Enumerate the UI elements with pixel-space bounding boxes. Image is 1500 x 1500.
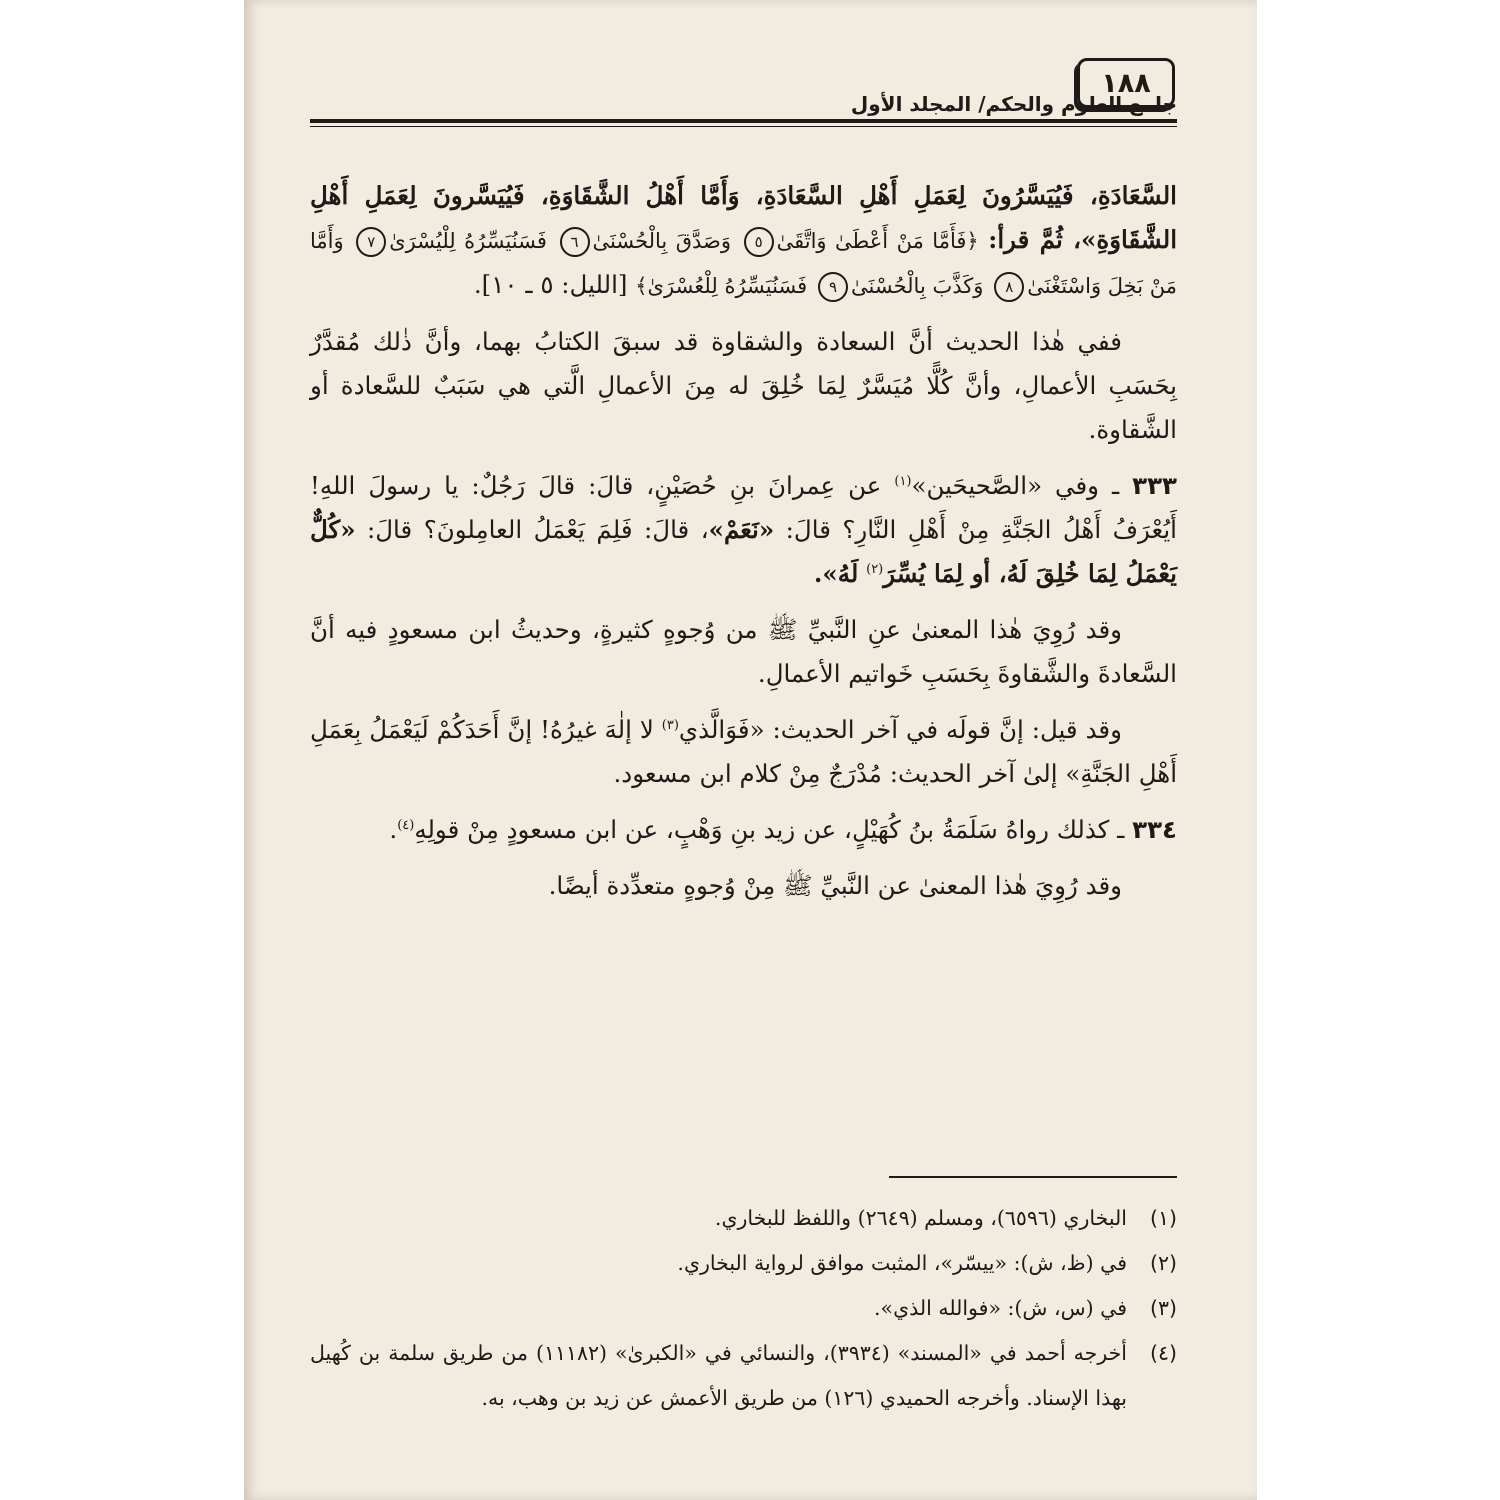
footnote bbox=[310, 1241, 1177, 1286]
footnote bbox=[310, 1196, 1177, 1241]
footnote-number: (٢) bbox=[1149, 1251, 1177, 1275]
footnote-text: أخرجه أحمد في «المسند» (٣٩٣٤)، والنسائي في «الكبرىٰ» (١١١٨٢) من طريق سلمة بن كُهيل بهذا الإسناد. وأخرجه الحميدي (١٢٦) من طريق الأعمش عن زيد بن وهب، به. bbox=[310, 1341, 1127, 1410]
footnote-ref: (٤) bbox=[397, 817, 415, 833]
footnote-number: (٤) bbox=[1149, 1341, 1177, 1365]
footnote-ref: (٣) bbox=[661, 717, 679, 733]
header-rule bbox=[310, 119, 1177, 123]
footnotes bbox=[310, 1196, 1177, 1421]
paragraph-2: ففي هٰذا الحديث أنَّ السعادة والشقاوة قد سبقَ الكتابُ بهما، وأنَّ ذٰلك مُقدَّرٌ بِحَسَبِ الأعمالِ، وأنَّ كُلًّا مُيَسَّرٌ لِمَا خُلِقَ له مِنَ الأعمالِ الَّتي هي سَبَبٌ للسَّعادة أو الشَّقاوة. bbox=[310, 327, 1177, 444]
paragraph-4: وقد رُوِيَ هٰذا المعنىٰ عنِ النَّبيِّ ﷺ من وُجوهٍ كثيرةٍ، وحديثُ ابن مسعودٍ فيه أنَّ السَّعادةَ والشَّقاوةَ بِحَسَبِ خَواتيم الأعمالِ. bbox=[310, 615, 1177, 688]
paragraph-5 bbox=[310, 708, 1177, 796]
quran-verse: ﴿فَأَمَّا مَنْ أَعْطَىٰ وَاتَّقَىٰ bbox=[776, 229, 979, 253]
footnote-number: (١) bbox=[1149, 1206, 1177, 1230]
hadith-334 bbox=[310, 808, 1177, 852]
hadith-333 bbox=[310, 464, 1177, 596]
footnote-ref: (١) bbox=[894, 473, 912, 489]
quran-verse: وَصَدَّقَ بِالْحُسْنَىٰ bbox=[592, 229, 732, 253]
verse-marker: ٨ bbox=[994, 272, 1024, 302]
hadith-text: ـ كذلك رواهُ سَلَمَةُ بنُ كُهَيْلٍ، عن زيد بنِ وَهْبٍ، عن ابن مسعودٍ مِنْ قولِهِ bbox=[414, 815, 1125, 844]
quran-verse: وَأَمَّا مَنْ بَخِلَ وَاسْتَغْنَىٰ bbox=[310, 229, 1177, 298]
footnote-number: (٣) bbox=[1149, 1296, 1177, 1320]
hadith-number: ٣٣٤ bbox=[1132, 815, 1177, 844]
quran-verse: فَسَنُيَسِّرُهُ لِلْيُسْرَىٰ bbox=[389, 229, 547, 253]
hadith-number: ٣٣٣ bbox=[1132, 471, 1178, 500]
verse-marker: ٦ bbox=[560, 227, 590, 257]
footnote-text: البخاري (٦٥٩٦)، ومسلم (٢٦٤٩) واللفظ للبخاري. bbox=[714, 1206, 1127, 1230]
paragraph-text: لا إلٰهَ غيرُهُ! إنَّ أَحَدَكُمْ لَيَعْمَلُ بِعَمَلِ أَهْلِ الجَنَّةِ» إلىٰ آخر الحديث: مُدْرَجٌ مِنْ كلام ابن مسعود. bbox=[310, 715, 1177, 788]
verse-marker: ٩ bbox=[818, 272, 848, 302]
quran-verse: وَكَذَّبَ بِالْحُسْنَىٰ bbox=[851, 274, 984, 298]
book-page bbox=[244, 0, 1257, 1500]
page-content bbox=[310, 46, 1177, 1476]
footnote-text: في (س، ش): «فوالله الذي». bbox=[874, 1296, 1127, 1320]
book-title: جامع العلوم والحكم/ المجلد الأول bbox=[850, 92, 1177, 116]
header-rule-thin bbox=[310, 126, 1177, 127]
paragraph-text: وقد قيل: إنَّ قولَه في آخر الحديث: «فَوَالَّذي bbox=[678, 715, 1122, 744]
verse-marker: ٧ bbox=[356, 227, 386, 257]
quran-verse: فَسَنُيَسِّرُهُ لِلْعُسْرَىٰ﴾ bbox=[635, 274, 808, 298]
hadith-text: ، قالَ: فَلِمَ يَعْمَلُ العامِلونَ؟ قالَ: bbox=[367, 515, 709, 544]
hadith-continuation: السَّعَادَةِ، فَيُيَسَّرُونَ لِعَمَلِ أَهْلِ السَّعَادَةِ، وَأَمَّا أَهْلُ الشَّقَاوَةِ، فَيُيَسَّرونَ لِعَمَلِ أَهْلِ الشَّقَاوَةِ»، ثُمَّ قرأ: bbox=[310, 181, 1178, 254]
main-text bbox=[310, 174, 1177, 920]
quran-reference: [الليل: ٥ ـ ١٠]. bbox=[473, 270, 628, 299]
running-header bbox=[310, 46, 1177, 138]
footnote bbox=[310, 1286, 1177, 1331]
prophet-saying: «نَعَمْ» bbox=[708, 515, 775, 544]
prophet-saying: لَهُ». bbox=[813, 559, 859, 588]
prophet-saying: «كُلٌّ يَعْمَلُ لِمَا خُلِقَ لَهُ، أو لِمَا يُسِّرَ bbox=[310, 515, 1177, 588]
paragraph-7: وقد رُوِيَ هٰذا المعنىٰ عن النَّبيِّ ﷺ مِنْ وُجوهٍ متعدِّدة أيضًا. bbox=[548, 871, 1122, 900]
paragraph-1 bbox=[310, 174, 1177, 308]
hadith-text: عن عِمرانَ بنِ حُصَيْنٍ، قالَ: قالَ رَجُلٌ: يا رسولَ اللهِ! أَيُعْرَفُ أَهْلُ الجَنَّةِ مِنْ أَهْلِ النَّارِ؟ قالَ: bbox=[310, 471, 1177, 544]
footnote-ref: (٢) bbox=[866, 561, 884, 577]
verse-marker: ٥ bbox=[744, 227, 774, 257]
page-number: ١٨٨ bbox=[1077, 58, 1175, 108]
hadith-text: . bbox=[389, 815, 398, 844]
footnote-separator bbox=[889, 1176, 1177, 1178]
hadith-text: ـ وفي «الصَّحيحَين» bbox=[911, 471, 1120, 500]
footnote-text: في (ظ، ش): «ييسّر»، المثبت موافق لرواية البخاري. bbox=[677, 1251, 1127, 1275]
footnote bbox=[310, 1331, 1177, 1421]
